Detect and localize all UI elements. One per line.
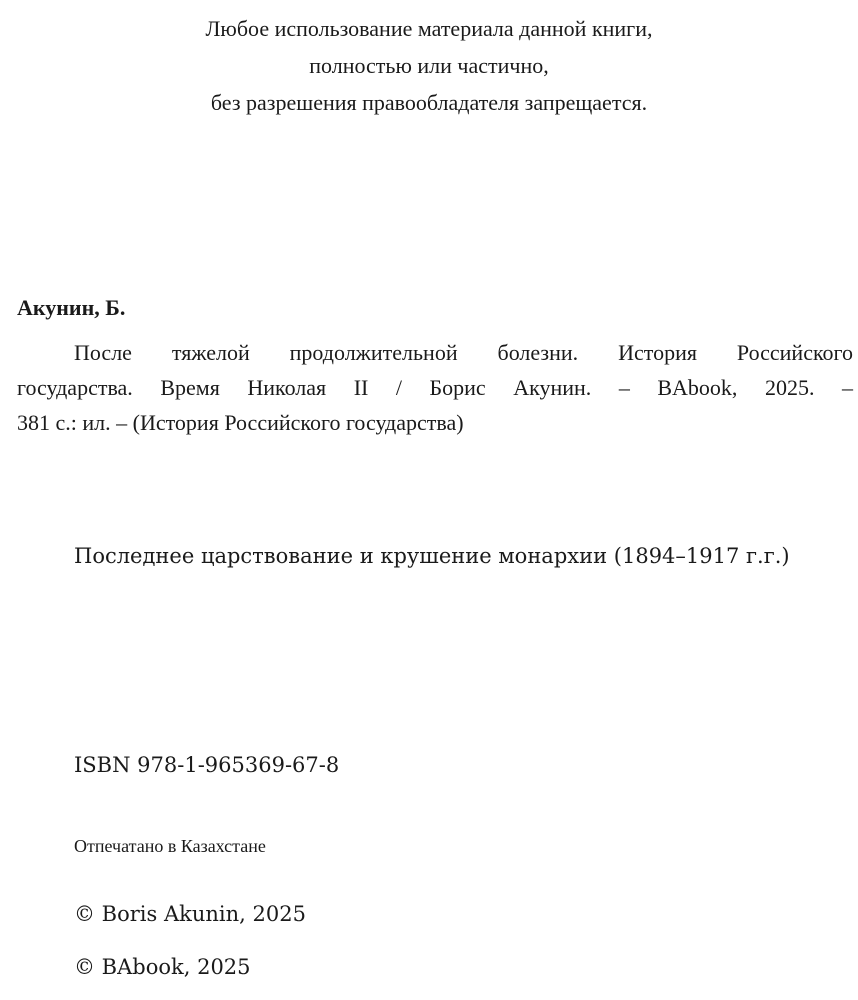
copyright-notice [0,10,858,121]
annotation: Последнее царствование и крушение монархии (1894–1917 г.г.) [74,544,790,568]
notice-line: Любое использование материала данной книги, [205,16,653,41]
biblio-line: После тяжелой продолжительной болезни. История Российского [74,340,853,365]
copyright-line: © Boris Akunin, 2025 [74,902,306,926]
isbn: ISBN 978-1-965369-67-8 [74,753,340,777]
copyright-line: © BAbook, 2025 [74,955,251,979]
bibliographic-record [17,335,853,440]
biblio-line: 381 с.: ил. – (История Российского государства) [17,410,464,435]
notice-line: без разрешения правообладателя запрещается. [210,90,648,115]
author-heading: Акунин, Б. [17,295,126,320]
printed-in: Отпечатано в Казахстане [74,836,266,856]
notice-line: полностью или частично, [309,53,549,78]
biblio-line: государства. Время Николая II / Борис Акунин. – BAbook, 2025. – [17,375,853,400]
